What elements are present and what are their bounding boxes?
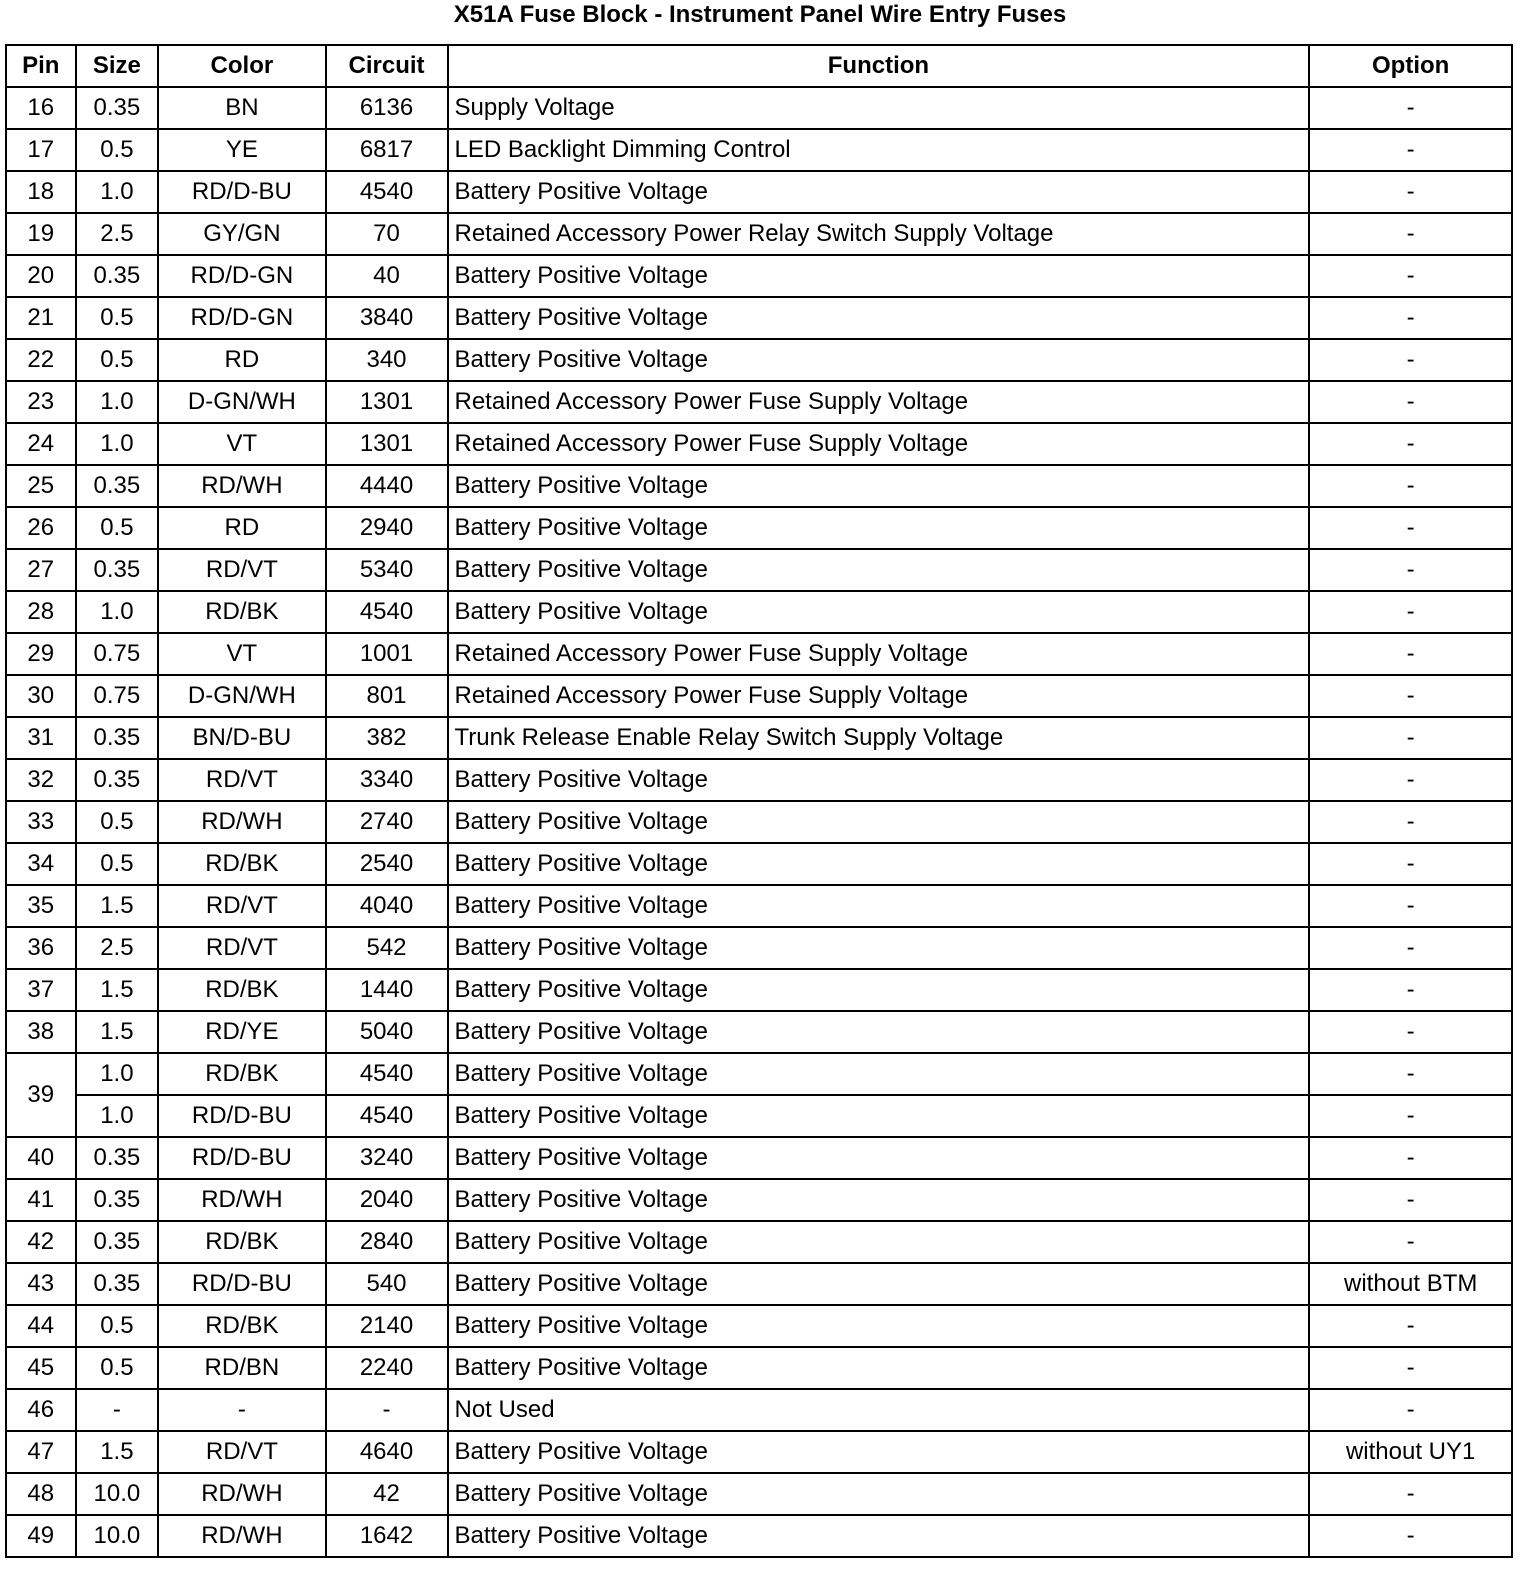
cell-color: RD/YE	[158, 1011, 325, 1053]
cell-color: VT	[158, 423, 325, 465]
cell-circuit: 6817	[326, 129, 448, 171]
cell-function: Battery Positive Voltage	[448, 1095, 1310, 1137]
table-row	[6, 297, 1512, 339]
cell-option: -	[1309, 1389, 1512, 1431]
cell-option: -	[1309, 255, 1512, 297]
cell-option: -	[1309, 87, 1512, 129]
cell-size: 1.5	[76, 1431, 159, 1473]
cell-option: -	[1309, 1221, 1512, 1263]
cell-size: 0.5	[76, 339, 159, 381]
cell-circuit: 3840	[326, 297, 448, 339]
header-row	[6, 45, 1512, 87]
cell-function: Battery Positive Voltage	[448, 1431, 1310, 1473]
cell-option: -	[1309, 927, 1512, 969]
cell-function: LED Backlight Dimming Control	[448, 129, 1310, 171]
cell-option: -	[1309, 843, 1512, 885]
cell-color: RD/D-BU	[158, 1137, 325, 1179]
cell-option: -	[1309, 381, 1512, 423]
cell-size: 10.0	[76, 1515, 159, 1557]
cell-circuit: 40	[326, 255, 448, 297]
table-row	[6, 1011, 1512, 1053]
table-row	[6, 1347, 1512, 1389]
cell-color: RD/D-GN	[158, 255, 325, 297]
cell-option: -	[1309, 633, 1512, 675]
cell-color: VT	[158, 633, 325, 675]
cell-circuit: 1001	[326, 633, 448, 675]
cell-size: 1.5	[76, 885, 159, 927]
table-row	[6, 885, 1512, 927]
cell-pin: 19	[6, 213, 76, 255]
cell-size: 0.5	[76, 129, 159, 171]
cell-size: 1.0	[76, 423, 159, 465]
cell-circuit: 3340	[326, 759, 448, 801]
cell-color: -	[158, 1389, 325, 1431]
cell-size: 1.0	[76, 591, 159, 633]
cell-circuit: 3240	[326, 1137, 448, 1179]
cell-function: Battery Positive Voltage	[448, 843, 1310, 885]
cell-function: Battery Positive Voltage	[448, 591, 1310, 633]
cell-option: -	[1309, 801, 1512, 843]
cell-color: RD/BK	[158, 969, 325, 1011]
cell-function: Retained Accessory Power Fuse Supply Voltage	[448, 423, 1310, 465]
cell-pin: 39	[6, 1053, 76, 1137]
page-title: X51A Fuse Block - Instrument Panel Wire Entry Fuses	[453, 1, 1067, 28]
cell-function: Battery Positive Voltage	[448, 1473, 1310, 1515]
cell-circuit: 340	[326, 339, 448, 381]
table-row	[6, 843, 1512, 885]
cell-pin: 44	[6, 1305, 76, 1347]
cell-size: -	[76, 1389, 159, 1431]
table-row	[6, 1095, 1512, 1137]
cell-color: RD/BK	[158, 591, 325, 633]
cell-circuit: 2940	[326, 507, 448, 549]
cell-pin: 43	[6, 1263, 76, 1305]
cell-pin: 31	[6, 717, 76, 759]
cell-pin: 29	[6, 633, 76, 675]
cell-option: -	[1309, 675, 1512, 717]
cell-size: 1.0	[76, 1053, 159, 1095]
table-row	[6, 1473, 1512, 1515]
cell-function: Battery Positive Voltage	[448, 339, 1310, 381]
cell-circuit: 2040	[326, 1179, 448, 1221]
cell-circuit: 2740	[326, 801, 448, 843]
cell-size: 0.35	[76, 549, 159, 591]
cell-function: Battery Positive Voltage	[448, 1221, 1310, 1263]
table-row	[6, 1389, 1512, 1431]
cell-size: 0.35	[76, 1179, 159, 1221]
cell-function: Battery Positive Voltage	[448, 1305, 1310, 1347]
cell-pin: 37	[6, 969, 76, 1011]
cell-option: -	[1309, 465, 1512, 507]
cell-circuit: 4040	[326, 885, 448, 927]
cell-size: 0.5	[76, 1347, 159, 1389]
cell-circuit: 4540	[326, 1053, 448, 1095]
cell-circuit: 2540	[326, 843, 448, 885]
cell-pin: 36	[6, 927, 76, 969]
table-row	[6, 549, 1512, 591]
cell-size: 0.5	[76, 1305, 159, 1347]
cell-option: without UY1	[1309, 1431, 1512, 1473]
cell-size: 0.5	[76, 843, 159, 885]
cell-color: RD/D-BU	[158, 171, 325, 213]
cell-size: 0.5	[76, 507, 159, 549]
cell-function: Retained Accessory Power Fuse Supply Voltage	[448, 381, 1310, 423]
cell-size: 2.5	[76, 927, 159, 969]
cell-option: -	[1309, 1473, 1512, 1515]
cell-circuit: 70	[326, 213, 448, 255]
cell-function: Retained Accessory Power Relay Switch Supply Voltage	[448, 213, 1310, 255]
cell-function: Battery Positive Voltage	[448, 255, 1310, 297]
cell-option: -	[1309, 1305, 1512, 1347]
cell-function: Retained Accessory Power Fuse Supply Voltage	[448, 633, 1310, 675]
cell-function: Battery Positive Voltage	[448, 1263, 1310, 1305]
cell-color: RD/WH	[158, 465, 325, 507]
column-header-pin: Pin	[6, 45, 76, 87]
cell-circuit: 4640	[326, 1431, 448, 1473]
cell-size: 0.35	[76, 255, 159, 297]
cell-size: 1.5	[76, 1011, 159, 1053]
cell-circuit: 801	[326, 675, 448, 717]
cell-pin: 21	[6, 297, 76, 339]
cell-function: Battery Positive Voltage	[448, 549, 1310, 591]
cell-option: -	[1309, 1137, 1512, 1179]
cell-option: -	[1309, 297, 1512, 339]
column-header-color: Color	[158, 45, 325, 87]
table-row	[6, 1137, 1512, 1179]
cell-circuit: -	[326, 1389, 448, 1431]
cell-pin: 46	[6, 1389, 76, 1431]
table-row	[6, 591, 1512, 633]
cell-color: BN/D-BU	[158, 717, 325, 759]
fuse-table	[5, 44, 1513, 1558]
cell-function: Battery Positive Voltage	[448, 507, 1310, 549]
cell-color: D-GN/WH	[158, 381, 325, 423]
cell-color: YE	[158, 129, 325, 171]
cell-function: Battery Positive Voltage	[448, 297, 1310, 339]
cell-circuit: 540	[326, 1263, 448, 1305]
table-row	[6, 717, 1512, 759]
cell-pin: 18	[6, 171, 76, 213]
cell-circuit: 4440	[326, 465, 448, 507]
cell-option: -	[1309, 759, 1512, 801]
cell-pin: 41	[6, 1179, 76, 1221]
table-row	[6, 1263, 1512, 1305]
cell-function: Battery Positive Voltage	[448, 1137, 1310, 1179]
table-row	[6, 255, 1512, 297]
table-row	[6, 171, 1512, 213]
cell-function: Battery Positive Voltage	[448, 801, 1310, 843]
cell-circuit: 42	[326, 1473, 448, 1515]
cell-option: -	[1309, 1515, 1512, 1557]
cell-color: RD/WH	[158, 1473, 325, 1515]
cell-color: RD/BN	[158, 1347, 325, 1389]
cell-circuit: 2140	[326, 1305, 448, 1347]
table-row	[6, 339, 1512, 381]
cell-pin: 17	[6, 129, 76, 171]
cell-color: RD	[158, 339, 325, 381]
cell-color: RD/BK	[158, 843, 325, 885]
cell-circuit: 1301	[326, 423, 448, 465]
cell-function: Battery Positive Voltage	[448, 885, 1310, 927]
cell-option: -	[1309, 507, 1512, 549]
table-row	[6, 381, 1512, 423]
cell-pin: 22	[6, 339, 76, 381]
cell-option: -	[1309, 1011, 1512, 1053]
table-row	[6, 1053, 1512, 1095]
cell-circuit: 4540	[326, 171, 448, 213]
cell-function: Battery Positive Voltage	[448, 759, 1310, 801]
cell-color: RD/VT	[158, 927, 325, 969]
cell-option: -	[1309, 213, 1512, 255]
cell-color: RD/VT	[158, 885, 325, 927]
cell-pin: 33	[6, 801, 76, 843]
cell-function: Battery Positive Voltage	[448, 171, 1310, 213]
cell-color: RD/VT	[158, 1431, 325, 1473]
cell-option: -	[1309, 171, 1512, 213]
cell-color: D-GN/WH	[158, 675, 325, 717]
cell-color: BN	[158, 87, 325, 129]
cell-size: 1.0	[76, 381, 159, 423]
table-row	[6, 1221, 1512, 1263]
cell-color: RD/WH	[158, 1515, 325, 1557]
cell-pin: 48	[6, 1473, 76, 1515]
cell-function: Battery Positive Voltage	[448, 1347, 1310, 1389]
cell-size: 0.5	[76, 297, 159, 339]
cell-color: RD	[158, 507, 325, 549]
table-row	[6, 87, 1512, 129]
cell-size: 0.5	[76, 801, 159, 843]
cell-circuit: 5040	[326, 1011, 448, 1053]
cell-color: RD/BK	[158, 1221, 325, 1263]
cell-size: 0.35	[76, 465, 159, 507]
cell-circuit: 1440	[326, 969, 448, 1011]
cell-function: Battery Positive Voltage	[448, 465, 1310, 507]
cell-color: RD/D-BU	[158, 1095, 325, 1137]
table-row	[6, 969, 1512, 1011]
cell-pin: 16	[6, 87, 76, 129]
cell-color: RD/WH	[158, 801, 325, 843]
cell-function: Battery Positive Voltage	[448, 1515, 1310, 1557]
cell-color: RD/BK	[158, 1305, 325, 1347]
cell-function: Battery Positive Voltage	[448, 1179, 1310, 1221]
cell-option: -	[1309, 969, 1512, 1011]
cell-pin: 38	[6, 1011, 76, 1053]
cell-size: 1.0	[76, 171, 159, 213]
cell-function: Retained Accessory Power Fuse Supply Voltage	[448, 675, 1310, 717]
cell-size: 0.75	[76, 675, 159, 717]
table-row	[6, 759, 1512, 801]
cell-option: -	[1309, 129, 1512, 171]
cell-option: -	[1309, 591, 1512, 633]
table-row	[6, 1515, 1512, 1557]
cell-pin: 34	[6, 843, 76, 885]
cell-function: Battery Positive Voltage	[448, 927, 1310, 969]
cell-option: -	[1309, 1053, 1512, 1095]
cell-color: GY/GN	[158, 213, 325, 255]
cell-option: without BTM	[1309, 1263, 1512, 1305]
table-row	[6, 1179, 1512, 1221]
cell-circuit: 1642	[326, 1515, 448, 1557]
cell-option: -	[1309, 339, 1512, 381]
cell-pin: 40	[6, 1137, 76, 1179]
column-header-circuit: Circuit	[326, 45, 448, 87]
cell-pin: 20	[6, 255, 76, 297]
cell-color: RD/VT	[158, 759, 325, 801]
cell-circuit: 2240	[326, 1347, 448, 1389]
cell-option: -	[1309, 717, 1512, 759]
cell-circuit: 4540	[326, 1095, 448, 1137]
cell-pin: 30	[6, 675, 76, 717]
table-row	[6, 1431, 1512, 1473]
cell-size: 0.75	[76, 633, 159, 675]
cell-size: 0.35	[76, 717, 159, 759]
table-row	[6, 1305, 1512, 1347]
cell-pin: 24	[6, 423, 76, 465]
cell-option: -	[1309, 423, 1512, 465]
cell-circuit: 382	[326, 717, 448, 759]
cell-pin: 42	[6, 1221, 76, 1263]
cell-option: -	[1309, 1095, 1512, 1137]
table-row	[6, 633, 1512, 675]
cell-pin: 35	[6, 885, 76, 927]
cell-color: RD/D-BU	[158, 1263, 325, 1305]
cell-function: Battery Positive Voltage	[448, 969, 1310, 1011]
cell-circuit: 6136	[326, 87, 448, 129]
column-header-option: Option	[1309, 45, 1512, 87]
cell-option: -	[1309, 1179, 1512, 1221]
cell-pin: 32	[6, 759, 76, 801]
cell-color: RD/BK	[158, 1053, 325, 1095]
cell-size: 0.35	[76, 87, 159, 129]
cell-color: RD/VT	[158, 549, 325, 591]
table-row	[6, 213, 1512, 255]
cell-size: 2.5	[76, 213, 159, 255]
cell-pin: 47	[6, 1431, 76, 1473]
cell-circuit: 5340	[326, 549, 448, 591]
cell-function: Trunk Release Enable Relay Switch Supply Voltage	[448, 717, 1310, 759]
table-row	[6, 465, 1512, 507]
cell-size: 1.0	[76, 1095, 159, 1137]
table-row	[6, 801, 1512, 843]
cell-function: Not Used	[448, 1389, 1310, 1431]
cell-function: Supply Voltage	[448, 87, 1310, 129]
cell-pin: 26	[6, 507, 76, 549]
table-body	[6, 87, 1512, 1557]
table-row	[6, 507, 1512, 549]
cell-circuit: 542	[326, 927, 448, 969]
table-row	[6, 129, 1512, 171]
cell-option: -	[1309, 1347, 1512, 1389]
column-header-size: Size	[76, 45, 159, 87]
cell-function: Battery Positive Voltage	[448, 1053, 1310, 1095]
cell-color: RD/WH	[158, 1179, 325, 1221]
cell-circuit: 2840	[326, 1221, 448, 1263]
cell-color: RD/D-GN	[158, 297, 325, 339]
cell-size: 0.35	[76, 759, 159, 801]
cell-pin: 28	[6, 591, 76, 633]
cell-pin: 27	[6, 549, 76, 591]
cell-option: -	[1309, 885, 1512, 927]
cell-size: 10.0	[76, 1473, 159, 1515]
cell-pin: 45	[6, 1347, 76, 1389]
cell-pin: 25	[6, 465, 76, 507]
table-row	[6, 675, 1512, 717]
cell-size: 0.35	[76, 1263, 159, 1305]
cell-function: Battery Positive Voltage	[448, 1011, 1310, 1053]
table-row	[6, 423, 1512, 465]
column-header-function: Function	[448, 45, 1310, 87]
cell-circuit: 4540	[326, 591, 448, 633]
cell-circuit: 1301	[326, 381, 448, 423]
cell-pin: 23	[6, 381, 76, 423]
cell-size: 1.5	[76, 969, 159, 1011]
cell-size: 0.35	[76, 1221, 159, 1263]
cell-option: -	[1309, 549, 1512, 591]
table-row	[6, 927, 1512, 969]
cell-pin: 49	[6, 1515, 76, 1557]
cell-size: 0.35	[76, 1137, 159, 1179]
